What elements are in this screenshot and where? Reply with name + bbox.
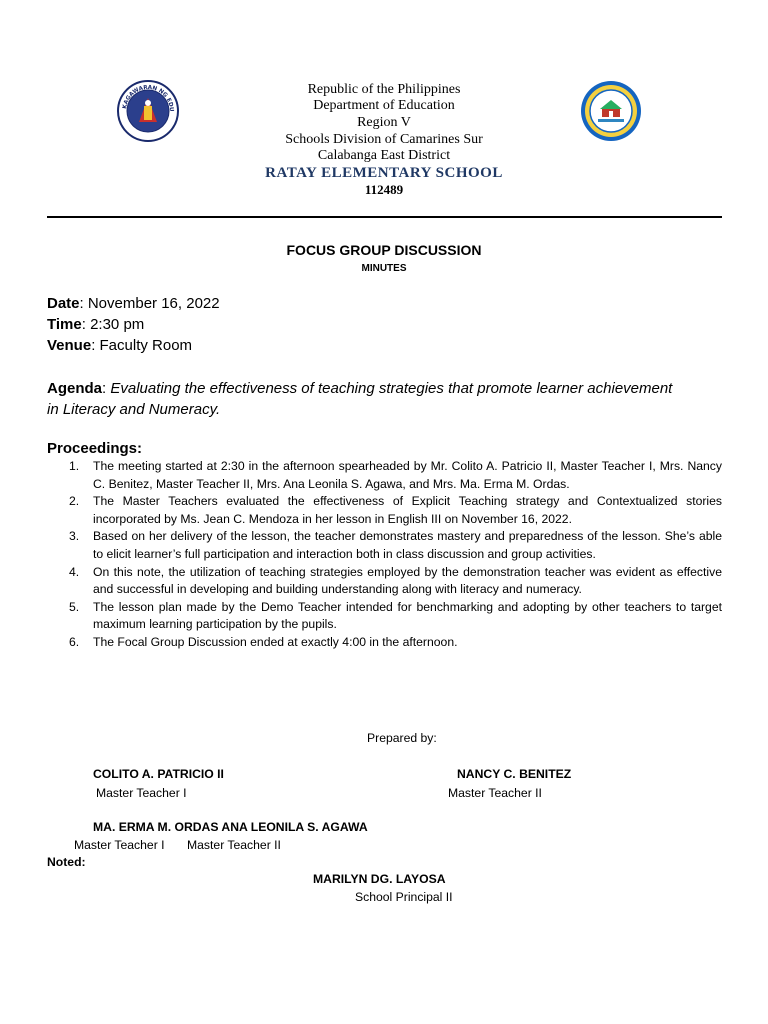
- header-line-department: Department of Education: [313, 98, 455, 113]
- date-label: Date: [47, 295, 80, 312]
- list-item: 6. The Focal Group Discussion ended at exactly 4:00 in the afternoon.: [69, 634, 458, 649]
- time-label: Time: [47, 316, 82, 333]
- document-title: FOCUS GROUP DISCUSSION: [286, 242, 482, 258]
- svg-text:KAGAWARAN NG EDUKASYON: KAGAWARAN NG EDU: [122, 84, 175, 112]
- time-field: [47, 316, 144, 333]
- noted-label: Noted:: [47, 855, 86, 869]
- document-subtitle: MINUTES: [361, 263, 407, 274]
- time-value: : 2:30 pm: [81, 316, 145, 333]
- proceedings-list: [47, 458, 722, 652]
- agenda-field: Agenda: Evaluating the effectiveness of teaching strategies that promote learner achievement in Literacy and Numeracy.: [47, 380, 673, 418]
- prepared-by-label: Prepared by:: [367, 731, 437, 745]
- list-item: 5. The lesson plan made by the Demo Teacher intended for benchmarking and adopting by other teachers to target maximum learning participation by the pupils.: [69, 599, 722, 632]
- venue-value: : Faculty Room: [91, 337, 193, 354]
- header-line-region: Region V: [357, 115, 411, 130]
- signatory-1-role: Master Teacher I: [96, 786, 187, 800]
- school-id: 112489: [364, 182, 404, 197]
- signatory-2-role: Master Teacher II: [448, 786, 542, 800]
- principal-name: MARILYN DG. LAYOSA: [313, 872, 446, 886]
- signatory-3-role: Master Teacher I: [74, 838, 165, 852]
- list-item: 2. The Master Teachers evaluated the effectiveness of Explicit Teaching strategy and Contextualized stories incorporated by Ms. Jean C. Mendoza in her lesson in English III on November 16, 2022.: [69, 494, 722, 526]
- signatory-2-name: NANCY C. BENITEZ: [457, 767, 572, 781]
- list-item: 4. On this note, the utilization of teaching strategies employed by the demonstration teacher was evident as effective and successful in developing and building understanding along with literacy and numeracy.: [69, 564, 722, 597]
- signatory-3-4-names: MA. ERMA M. ORDAS ANA LEONILA S. AGAWA: [93, 820, 368, 834]
- agenda-text: Evaluating the effectiveness of teaching strategies that promote learner achievement in Literacy and Numeracy.: [47, 380, 673, 418]
- school-name: RATAY ELEMENTARY SCHOOL: [265, 165, 503, 181]
- list-item: 3. Based on her delivery of the lesson, the teacher demonstrates mastery and preparedness of the lesson. She’s able to elicit learner’s full participation and interaction both in class discussion and group activities.: [69, 529, 722, 561]
- agenda-label: Agenda: [47, 380, 103, 397]
- venue-label: Venue: [47, 337, 92, 354]
- header-line-division: Schools Division of Camarines Sur: [285, 132, 483, 147]
- header-line-republic: Republic of the Philippines: [307, 82, 461, 97]
- date-field: [47, 295, 220, 312]
- header-line-district: Calabanga East District: [317, 148, 451, 163]
- signatory-1-name: COLITO A. PATRICIO II: [93, 767, 224, 781]
- header-divider: [47, 216, 722, 218]
- principal-role: School Principal II: [355, 890, 453, 904]
- date-value: : November 16, 2022: [79, 295, 220, 312]
- venue-field: [47, 337, 192, 354]
- list-item: 1. The meeting started at 2:30 in the afternoon spearheaded by Mr. Colito A. Patricio II, Master Teacher I, Mrs. Nancy C. Benitez, Master Teacher II, Mrs. Ana Leonila S. Agawa, and Mrs. Ma. Erma M. Ordas.: [69, 459, 722, 491]
- proceedings-heading: Proceedings:: [47, 440, 143, 457]
- signatory-4-role: Master Teacher II: [187, 838, 281, 852]
